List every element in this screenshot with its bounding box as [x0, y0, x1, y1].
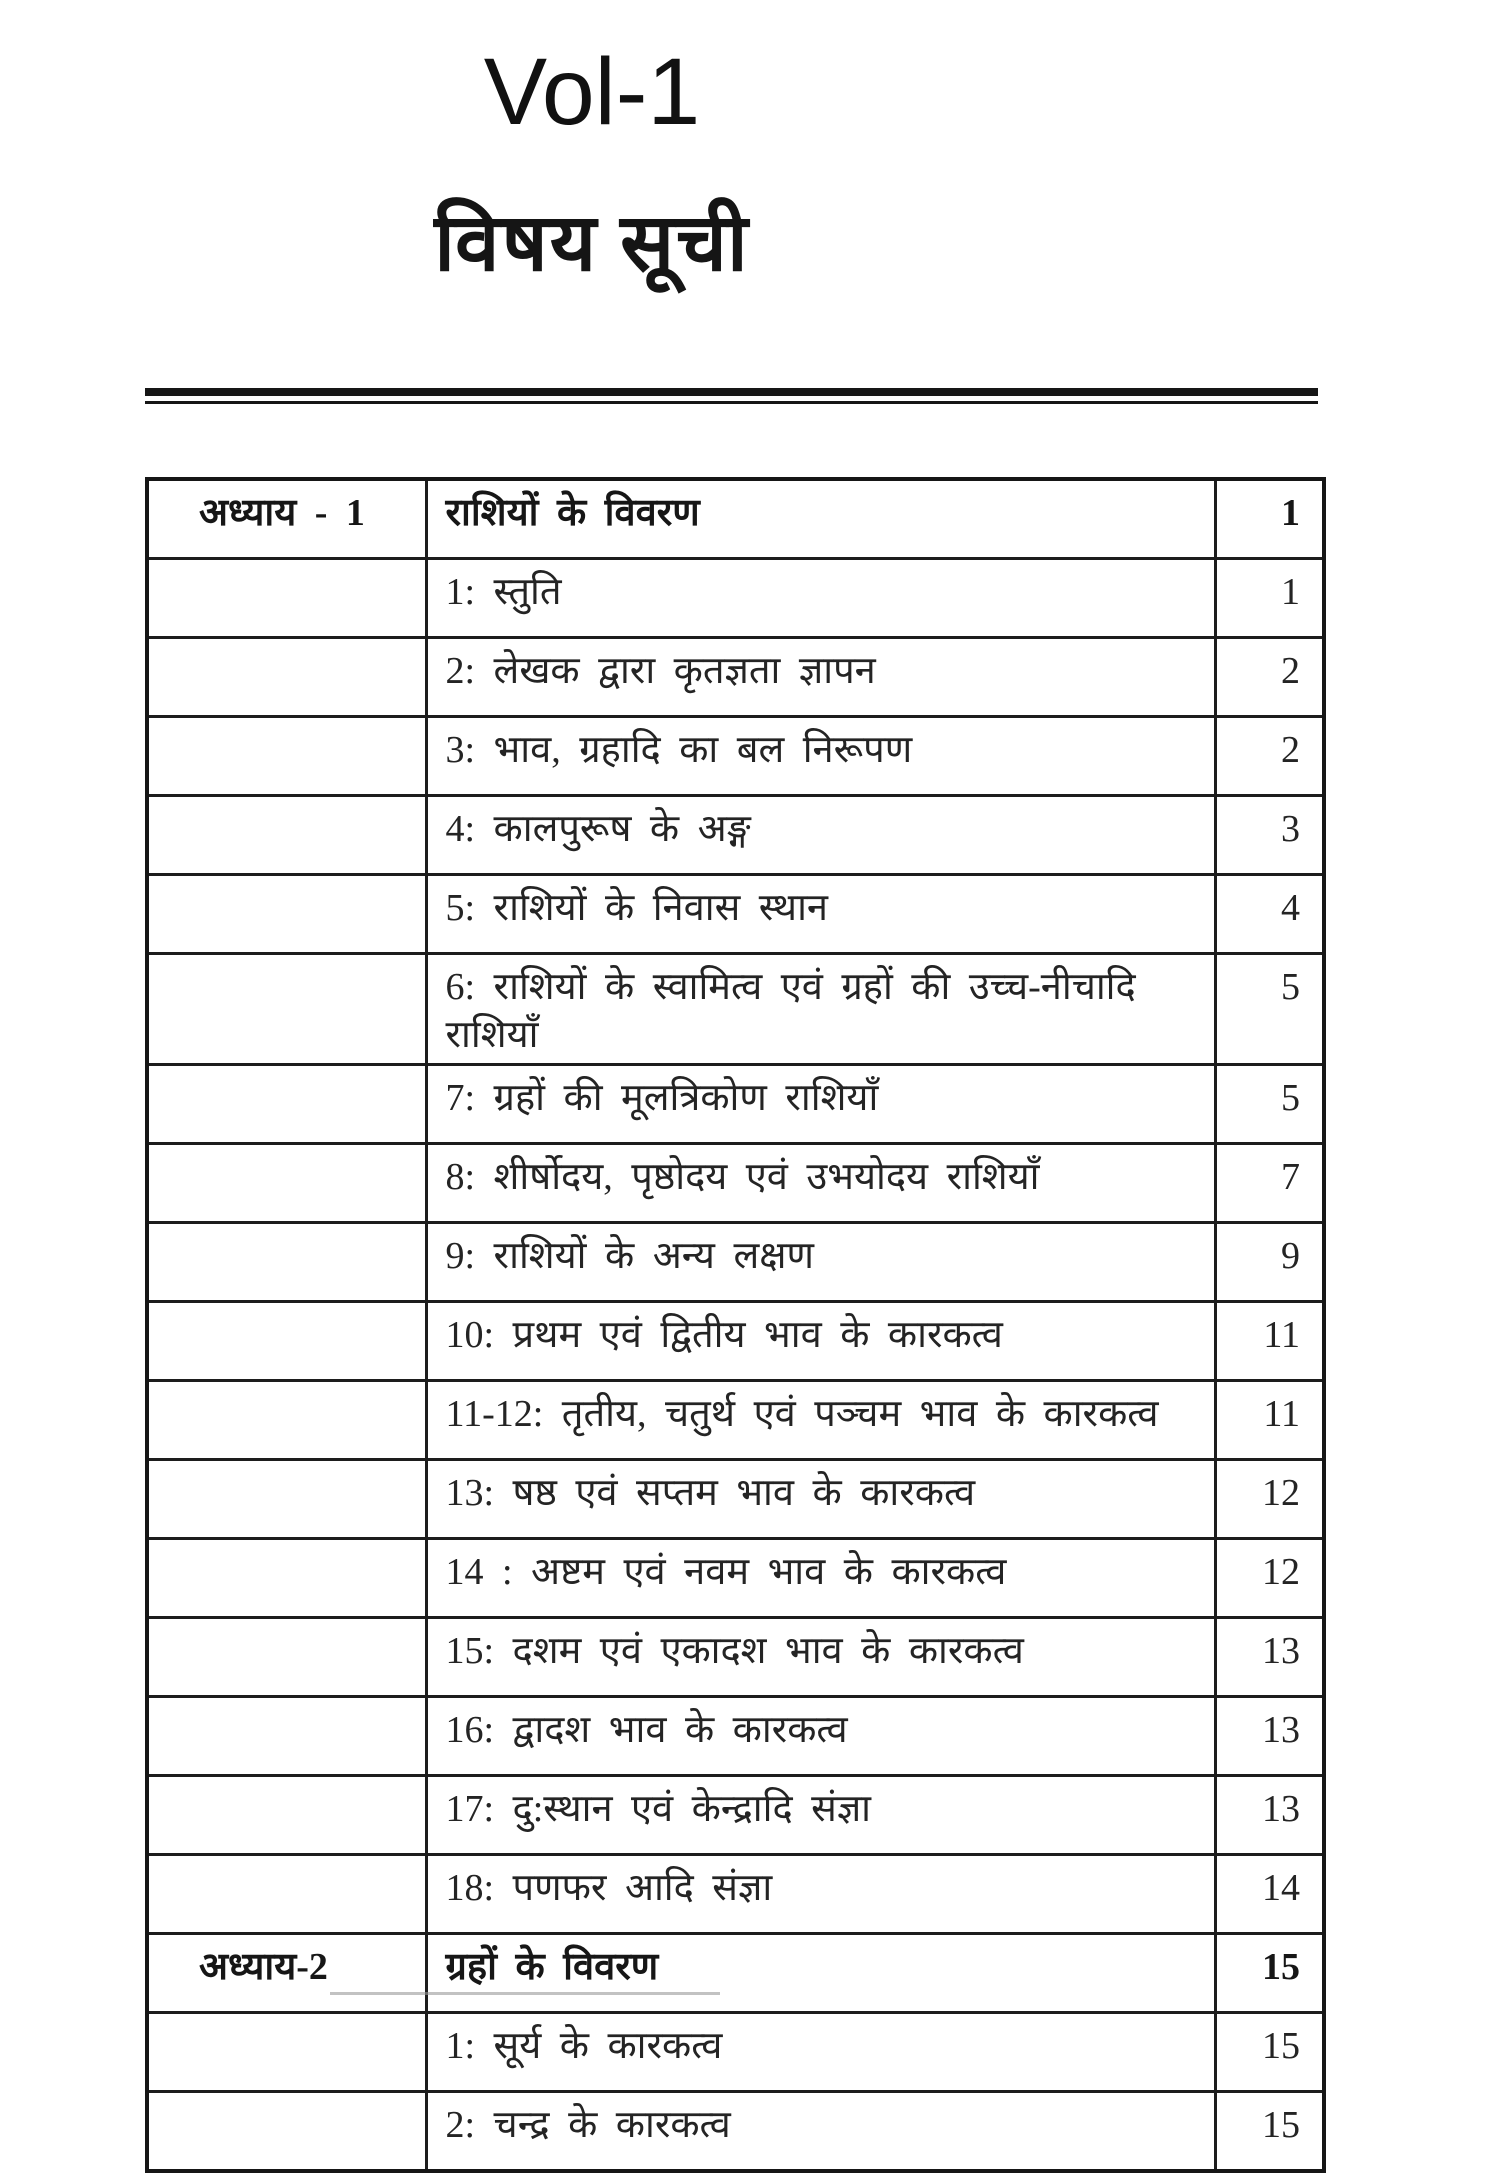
chapter-cell: [147, 1697, 426, 1776]
page-number-cell: 5: [1215, 954, 1324, 1065]
title-cell: 4: कालपुरूष के अङ्ग: [426, 796, 1215, 875]
scan-artifact: [330, 1992, 720, 1995]
chapter-cell: [147, 1618, 426, 1697]
chapter-cell: अध्याय-2: [147, 1934, 426, 2013]
page-number-cell: 11: [1215, 1302, 1324, 1381]
page-number-cell: 9: [1215, 1223, 1324, 1302]
chapter-cell: [147, 796, 426, 875]
page-number-cell: 14: [1215, 1855, 1324, 1934]
page-number-cell: 15: [1215, 2092, 1324, 2172]
page-number-cell: 15: [1215, 1934, 1324, 2013]
table-row: [147, 796, 1324, 875]
page-number-cell: 5: [1215, 1065, 1324, 1144]
title-cell: ग्रहों के विवरण: [426, 1934, 1215, 2013]
title-cell: 11-12: तृतीय, चतुर्थ एवं पञ्चम भाव के कारकत्व: [426, 1381, 1215, 1460]
table-row: [147, 1776, 1324, 1855]
title-cell: 3: भाव, ग्रहादि का बल निरूपण: [426, 717, 1215, 796]
title-cell: 14 : अष्टम एवं नवम भाव के कारकत्व: [426, 1539, 1215, 1618]
title-cell: 13: षष्ठ एवं सप्तम भाव के कारकत्व: [426, 1460, 1215, 1539]
title-cell: 18: पणफर आदि संज्ञा: [426, 1855, 1215, 1934]
title-cell: 1: स्तुति: [426, 559, 1215, 638]
table-row: [147, 1144, 1324, 1223]
chapter-cell: [147, 1223, 426, 1302]
title-cell: 15: दशम एवं एकादश भाव के कारकत्व: [426, 1618, 1215, 1697]
chapter-cell: अध्याय - 1: [147, 479, 426, 559]
table-row: [147, 638, 1324, 717]
chapter-cell: [147, 954, 426, 1065]
chapter-cell: [147, 559, 426, 638]
table-row: [147, 479, 1324, 559]
page-number-cell: 11: [1215, 1381, 1324, 1460]
chapter-cell: [147, 1776, 426, 1855]
title-cell: 6: राशियों के स्वामित्व एवं ग्रहों की उच्च-नीचादि राशियाँ: [426, 954, 1215, 1065]
page-number-cell: 13: [1215, 1618, 1324, 1697]
title-divider: [145, 388, 1318, 404]
table-row: [147, 875, 1324, 954]
table-row: [147, 1697, 1324, 1776]
chapter-cell: [147, 2092, 426, 2172]
table-row: [147, 1539, 1324, 1618]
title-cell: 2: चन्द्र के कारकत्व: [426, 2092, 1215, 2172]
page-number-cell: 12: [1215, 1539, 1324, 1618]
title-cell: 2: लेखक द्वारा कृतज्ञता ज्ञापन: [426, 638, 1215, 717]
title-cell: 10: प्रथम एवं द्वितीय भाव के कारकत्व: [426, 1302, 1215, 1381]
toc-table: [145, 477, 1326, 2173]
table-row: [147, 2013, 1324, 2092]
title-cell: 1: सूर्य के कारकत्व: [426, 2013, 1215, 2092]
table-row: [147, 559, 1324, 638]
page-title: विषय सूची: [434, 200, 750, 288]
page-number-cell: 2: [1215, 638, 1324, 717]
table-row: [147, 1223, 1324, 1302]
title-cell: 5: राशियों के निवास स्थान: [426, 875, 1215, 954]
chapter-cell: [147, 717, 426, 796]
page-number-cell: 2: [1215, 717, 1324, 796]
chapter-cell: [147, 638, 426, 717]
chapter-cell: [147, 1302, 426, 1381]
chapter-cell: [147, 2013, 426, 2092]
table-row: [147, 1302, 1324, 1381]
title-cell: 16: द्वादश भाव के कारकत्व: [426, 1697, 1215, 1776]
page-number-cell: 15: [1215, 2013, 1324, 2092]
chapter-cell: [147, 1144, 426, 1223]
page-number-cell: 13: [1215, 1776, 1324, 1855]
title-cell: 8: शीर्षोदय, पृष्ठोदय एवं उभयोदय राशियाँ: [426, 1144, 1215, 1223]
chapter-cell: [147, 1065, 426, 1144]
table-row: [147, 717, 1324, 796]
chapter-cell: [147, 1460, 426, 1539]
page-number-cell: 3: [1215, 796, 1324, 875]
chapter-cell: [147, 875, 426, 954]
table-row: [147, 1065, 1324, 1144]
table-row: [147, 2092, 1324, 2172]
title-cell: 9: राशियों के अन्य लक्षण: [426, 1223, 1215, 1302]
title-cell: 17: दु:स्थान एवं केन्द्रादि संज्ञा: [426, 1776, 1215, 1855]
chapter-cell: [147, 1855, 426, 1934]
title-cell: 7: ग्रहों की मूलत्रिकोण राशियाँ: [426, 1065, 1215, 1144]
page-number-cell: 13: [1215, 1697, 1324, 1776]
table-row: [147, 954, 1324, 1065]
table-row: [147, 1618, 1324, 1697]
table-row: [147, 1855, 1324, 1934]
volume-title: Vol-1: [483, 39, 701, 145]
table-row: [147, 1381, 1324, 1460]
page-number-cell: 1: [1215, 479, 1324, 559]
table-row: [147, 1934, 1324, 2013]
chapter-cell: [147, 1381, 426, 1460]
chapter-cell: [147, 1539, 426, 1618]
page-number-cell: 4: [1215, 875, 1324, 954]
page-number-cell: 12: [1215, 1460, 1324, 1539]
table-row: [147, 1460, 1324, 1539]
page-number-cell: 1: [1215, 559, 1324, 638]
title-cell: राशियों के विवरण: [426, 479, 1215, 559]
page-number-cell: 7: [1215, 1144, 1324, 1223]
